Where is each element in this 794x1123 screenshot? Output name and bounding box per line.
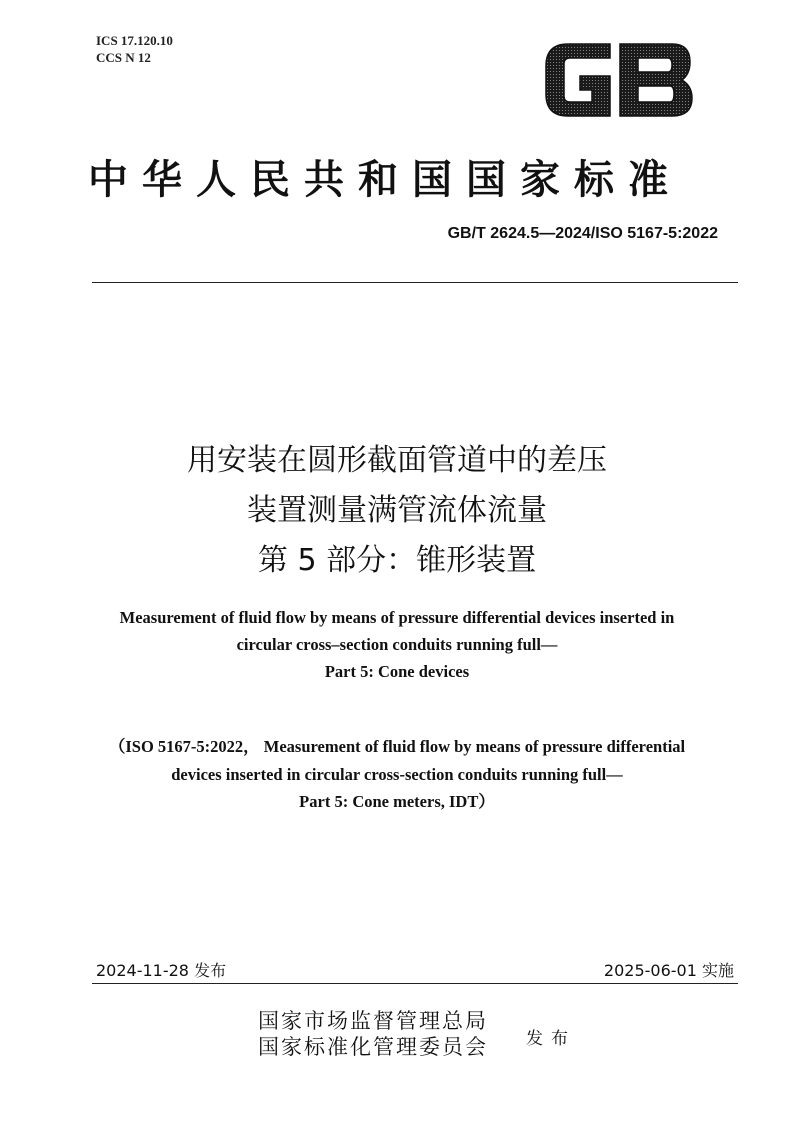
- national-standard-title: 中华人民共和国国家标准: [88, 156, 682, 203]
- chinese-title-line: 装置测量满管流体流量: [247, 493, 547, 528]
- english-title-line: Measurement of fluid flow by means of pressure differential devices inserted in: [119, 608, 675, 627]
- chinese-title-line: 用安装在圆形截面管道中的差压: [187, 443, 607, 478]
- iso-reference-line: （ISO 5167-5:2022， Measurement of fluid flow by means of pressure differential: [108, 737, 686, 756]
- iso-reference-line: Part 5: Cone meters, IDT）: [299, 792, 495, 811]
- logo-letter-g: [546, 44, 610, 116]
- issuing-authorities: [258, 1008, 488, 1060]
- implementation-date: 2025-06-01 实施: [603, 961, 734, 980]
- ics-code: ICS 17.120.10: [96, 33, 173, 48]
- ccs-code: CCS N 12: [96, 50, 151, 65]
- issuer-name: 国家市场监督管理总局: [258, 1009, 488, 1033]
- standard-number: GB/T 2624.5—2024/ISO 5167-5:2022: [447, 225, 718, 242]
- iso-reference: [60, 733, 734, 816]
- classification-codes: [96, 32, 173, 66]
- english-title-line: Part 5: Cone devices: [324, 662, 470, 681]
- publish-date: 2024-11-28 发布: [96, 961, 227, 980]
- gb-logo: [540, 40, 696, 120]
- issuer-name: 国家标准化管理委员会: [258, 1035, 488, 1059]
- header-divider: [92, 282, 738, 283]
- logo-letter-b: [620, 44, 692, 116]
- chinese-title: [60, 436, 734, 586]
- english-title: [60, 604, 734, 685]
- footer-divider: [92, 983, 738, 984]
- publish-label: 发布: [526, 1029, 576, 1049]
- iso-reference-line: devices inserted in circular cross-section conduits running full—: [171, 764, 623, 784]
- english-title-line: circular cross–section conduits running full—: [236, 635, 558, 654]
- chinese-title-line: 第 5 部分：锥形装置: [257, 543, 537, 578]
